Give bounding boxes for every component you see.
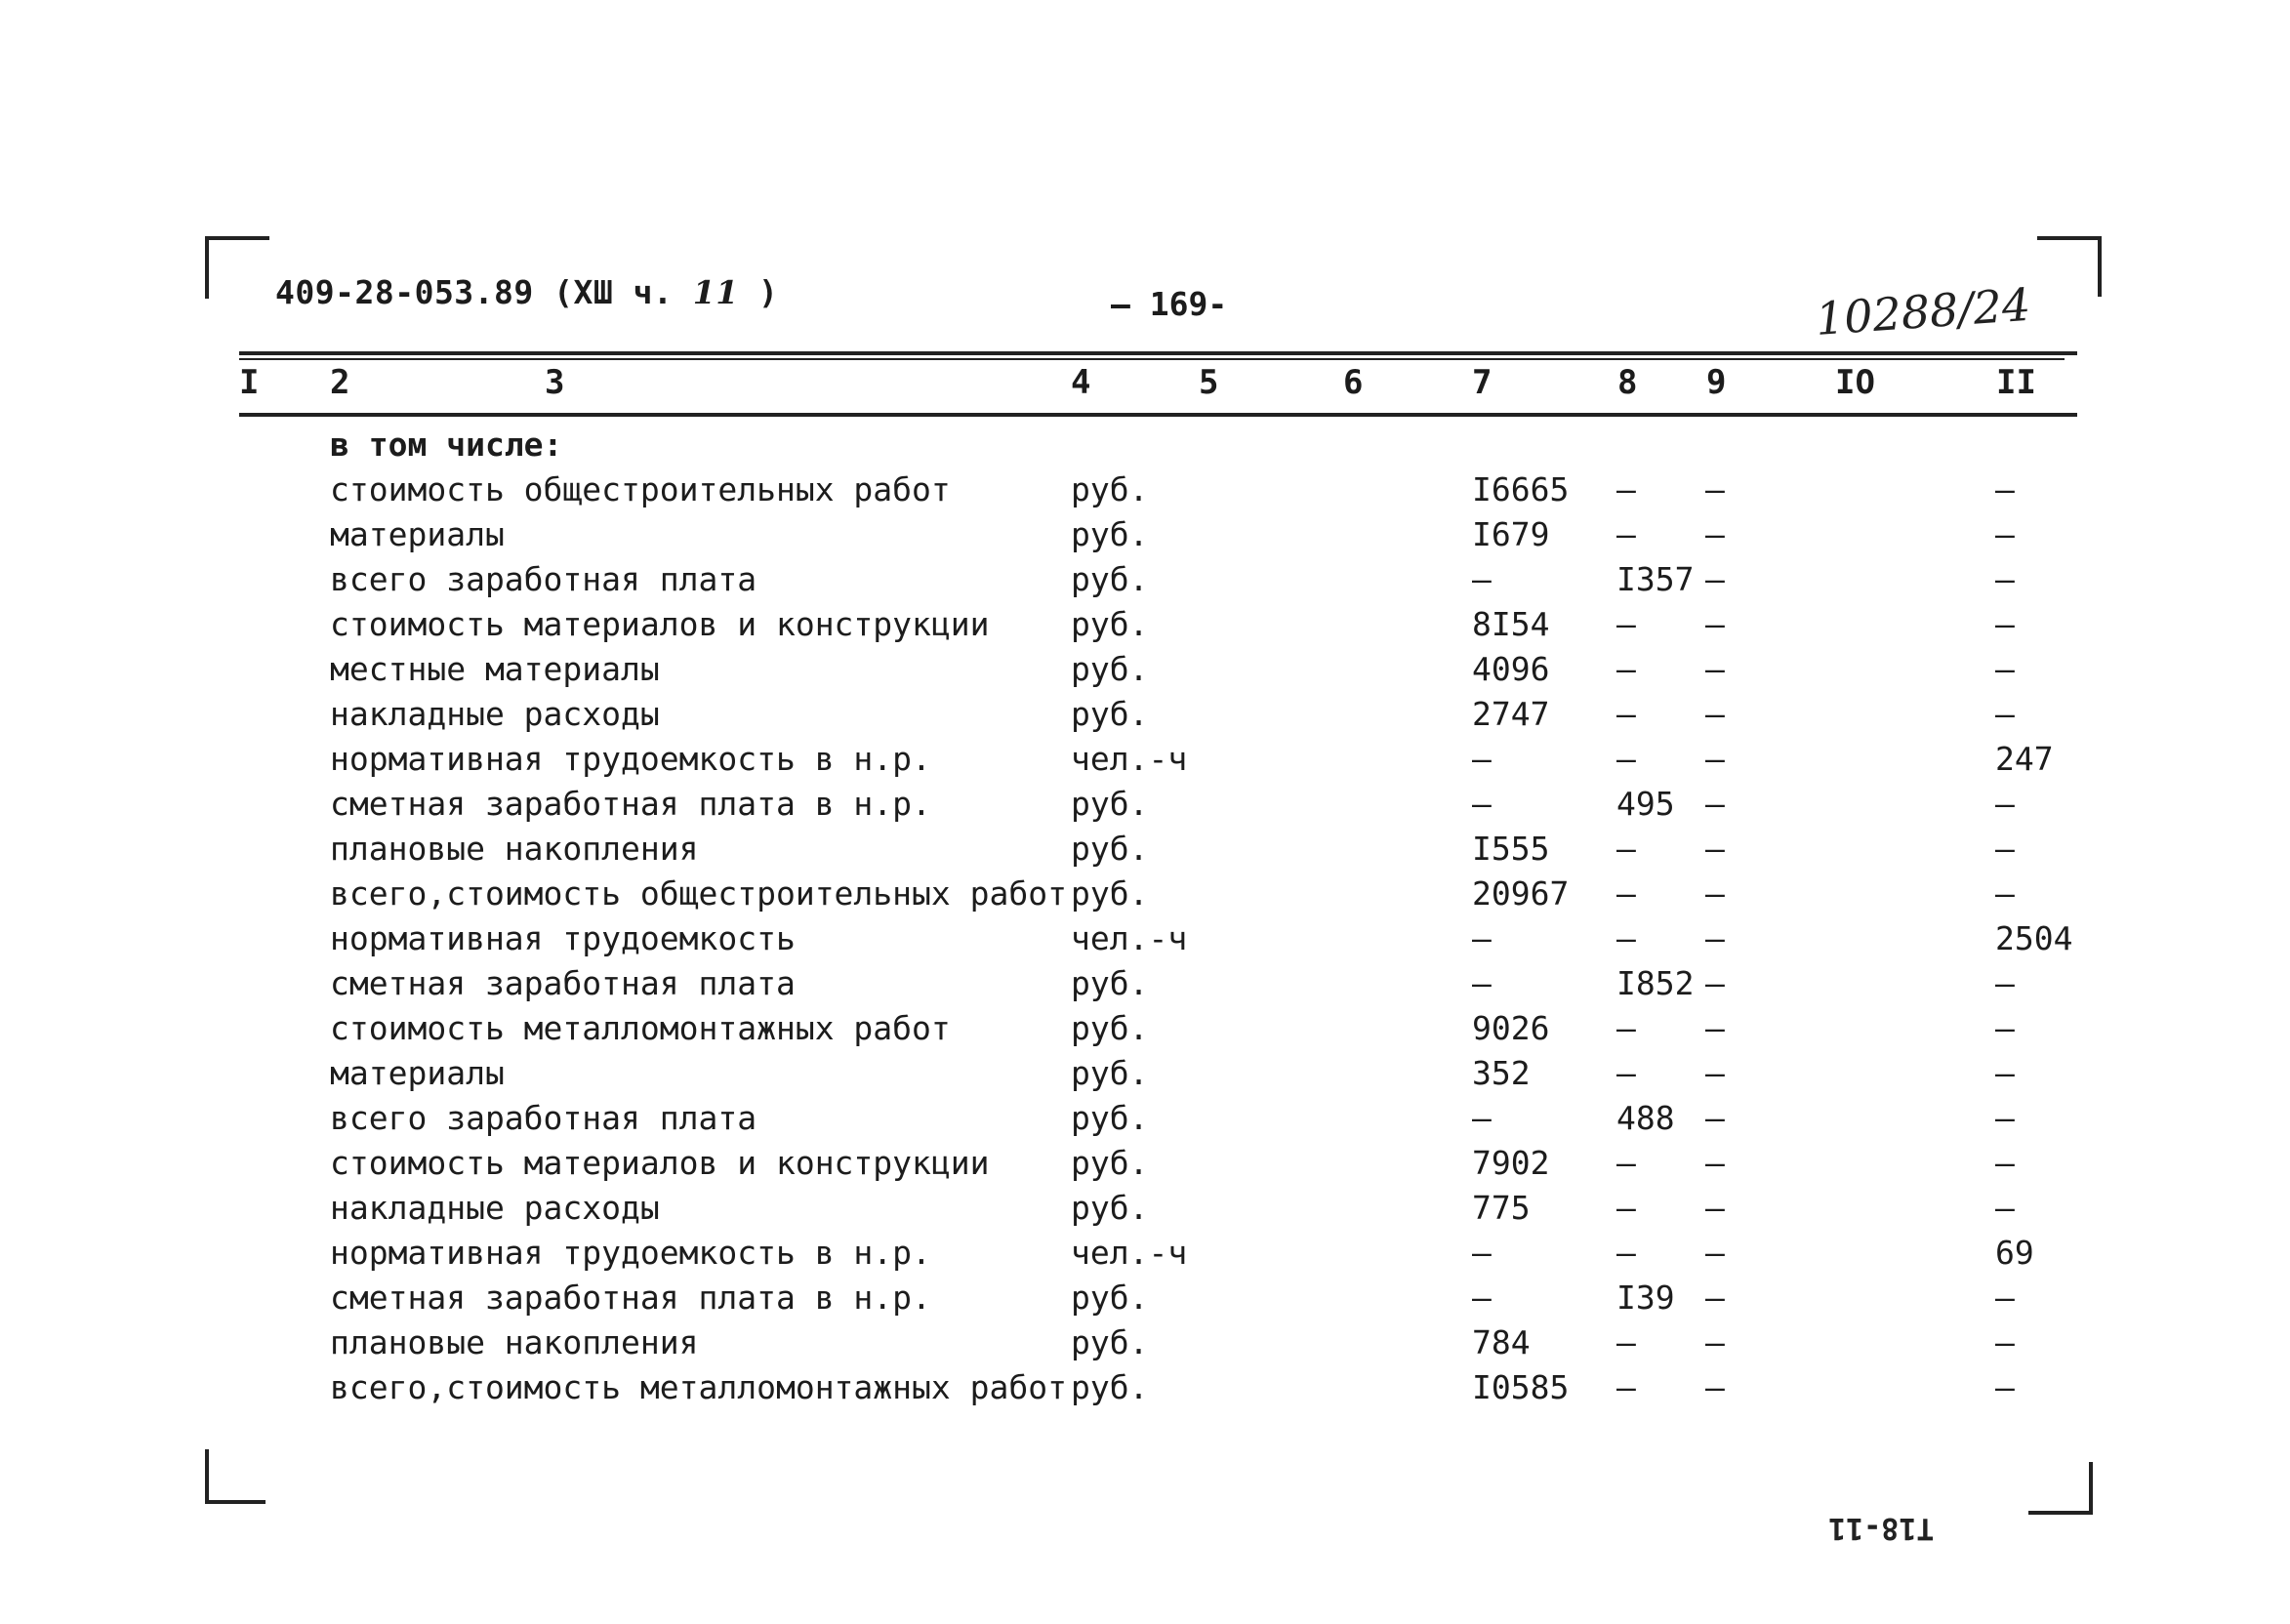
row-label: сметная заработная плата в н.р. — [330, 1279, 931, 1317]
table-row — [0, 1231, 2290, 1276]
column-header-2: 2 — [330, 363, 350, 402]
row-col-7: 4096 — [1472, 650, 1550, 688]
table-row — [0, 737, 2290, 782]
row-label: всего заработная плата — [330, 1099, 757, 1137]
row-col-11: – — [1995, 695, 2015, 733]
row-col-9: – — [1705, 470, 1725, 508]
row-col-11: – — [1995, 515, 2015, 553]
document-code-handwritten: 11 — [692, 273, 739, 311]
row-unit: руб. — [1071, 1368, 1149, 1406]
row-unit: чел.-ч — [1071, 919, 1188, 957]
row-col-9: – — [1705, 1368, 1725, 1406]
row-col-9: – — [1705, 740, 1725, 778]
row-col-8: – — [1616, 830, 1636, 868]
row-col-7: – — [1472, 919, 1492, 957]
row-col-9: – — [1705, 650, 1725, 688]
table-row — [0, 423, 2290, 467]
row-col-9: – — [1705, 605, 1725, 643]
row-col-8: – — [1616, 1054, 1636, 1092]
row-col-11: – — [1995, 964, 2015, 1002]
row-col-11: – — [1995, 1279, 2015, 1317]
row-unit: руб. — [1071, 650, 1149, 688]
row-col-8: – — [1616, 740, 1636, 778]
row-unit: руб. — [1071, 785, 1149, 823]
row-col-7: – — [1472, 1099, 1492, 1137]
row-col-9: – — [1705, 1279, 1725, 1317]
row-col-11: – — [1995, 1368, 2015, 1406]
row-label: нормативная трудоемкость в н.р. — [330, 1234, 931, 1272]
frame-corner-top-left — [205, 236, 269, 299]
row-col-9: – — [1705, 560, 1725, 598]
row-label: стоимость металломонтажных работ — [330, 1009, 951, 1047]
document-code — [275, 273, 778, 311]
table-row — [0, 512, 2290, 557]
column-header-10: IO — [1835, 363, 1875, 402]
row-col-8: I852 — [1616, 964, 1695, 1002]
row-label: сметная заработная плата в н.р. — [330, 785, 931, 823]
row-unit: руб. — [1071, 1279, 1149, 1317]
row-col-8: I357 — [1616, 560, 1695, 598]
inventory-number: 10288/24 — [1814, 277, 2032, 345]
row-col-7: 20967 — [1472, 874, 1570, 913]
row-col-9: – — [1705, 1189, 1725, 1227]
table-row — [0, 1096, 2290, 1141]
row-col-9: – — [1705, 515, 1725, 553]
table-row — [0, 961, 2290, 1006]
row-col-7: – — [1472, 560, 1492, 598]
row-col-9: – — [1705, 1099, 1725, 1137]
table-row — [0, 782, 2290, 827]
table-row — [0, 602, 2290, 647]
row-col-9: – — [1705, 695, 1725, 733]
row-col-7: I555 — [1472, 830, 1550, 868]
frame-corner-bottom-left — [205, 1449, 266, 1504]
row-col-7: – — [1472, 1279, 1492, 1317]
row-col-11: – — [1995, 1189, 2015, 1227]
table-row — [0, 1276, 2290, 1320]
row-col-9: – — [1705, 1009, 1725, 1047]
column-header-7: 7 — [1472, 363, 1493, 402]
table-row — [0, 647, 2290, 692]
row-col-7: I0585 — [1472, 1368, 1570, 1406]
row-col-7: 2747 — [1472, 695, 1550, 733]
row-col-9: – — [1705, 874, 1725, 913]
table-row — [0, 1365, 2290, 1410]
row-unit: руб. — [1071, 605, 1149, 643]
row-col-7: – — [1472, 785, 1492, 823]
row-col-7: – — [1472, 740, 1492, 778]
row-unit: руб. — [1071, 964, 1149, 1002]
row-label: всего,стоимость металломонтажных работ — [330, 1368, 1067, 1406]
row-label: стоимость общестроительных работ — [330, 470, 951, 508]
table-row — [0, 1141, 2290, 1186]
row-unit: руб. — [1071, 1144, 1149, 1182]
row-unit: руб. — [1071, 874, 1149, 913]
row-col-11: – — [1995, 874, 2015, 913]
row-col-11: – — [1995, 1009, 2015, 1047]
row-col-7: 784 — [1472, 1323, 1531, 1361]
table-row — [0, 692, 2290, 737]
row-unit: чел.-ч — [1071, 740, 1188, 778]
row-col-11: – — [1995, 470, 2015, 508]
row-col-9: – — [1705, 1234, 1725, 1272]
table-row — [0, 1186, 2290, 1231]
row-col-11: – — [1995, 560, 2015, 598]
table-row — [0, 916, 2290, 961]
row-col-11: 69 — [1995, 1234, 2034, 1272]
row-unit: руб. — [1071, 1323, 1149, 1361]
table-header-rule — [239, 413, 2077, 417]
row-col-8: 495 — [1616, 785, 1675, 823]
table-row — [0, 1320, 2290, 1365]
row-col-7: 352 — [1472, 1054, 1531, 1092]
row-col-11: 2504 — [1995, 919, 2073, 957]
row-unit: чел.-ч — [1071, 1234, 1188, 1272]
row-col-7: 8I54 — [1472, 605, 1550, 643]
row-col-8: – — [1616, 1323, 1636, 1361]
row-col-9: – — [1705, 785, 1725, 823]
table-row — [0, 872, 2290, 916]
column-header-9: 9 — [1706, 363, 1727, 402]
row-col-11: – — [1995, 830, 2015, 868]
row-col-11: – — [1995, 1099, 2015, 1137]
row-col-8: – — [1616, 1189, 1636, 1227]
row-col-11: – — [1995, 1054, 2015, 1092]
row-col-11: – — [1995, 1144, 2015, 1182]
row-unit: руб. — [1071, 1099, 1149, 1137]
row-col-8: – — [1616, 605, 1636, 643]
column-header-8: 8 — [1617, 363, 1638, 402]
column-header-4: 4 — [1071, 363, 1091, 402]
row-col-8: – — [1616, 695, 1636, 733]
row-label: плановые накопления — [330, 830, 699, 868]
page-number: – 169- — [1111, 285, 1228, 323]
row-col-11: – — [1995, 785, 2015, 823]
row-label: накладные расходы — [330, 695, 660, 733]
row-col-7: I679 — [1472, 515, 1550, 553]
frame-corner-top-right — [2037, 236, 2102, 297]
row-col-8: 488 — [1616, 1099, 1675, 1137]
table-row — [0, 1006, 2290, 1051]
row-col-8: – — [1616, 1234, 1636, 1272]
row-col-9: – — [1705, 1144, 1725, 1182]
row-col-11: – — [1995, 650, 2015, 688]
row-label: нормативная трудоемкость в н.р. — [330, 740, 931, 778]
row-unit: руб. — [1071, 560, 1149, 598]
row-col-9: – — [1705, 919, 1725, 957]
table-top-rule — [239, 351, 2077, 355]
table-row — [0, 557, 2290, 602]
row-label: всего,стоимость общестроительных работ — [330, 874, 1067, 913]
document-code-close: ) — [758, 273, 779, 311]
row-label: в том числе: — [330, 426, 563, 464]
row-col-9: – — [1705, 830, 1725, 868]
document-code-text: 409-28-053.89 (ХШ ч. — [275, 273, 674, 311]
row-col-8: – — [1616, 650, 1636, 688]
row-col-11: – — [1995, 605, 2015, 643]
row-col-7: 7902 — [1472, 1144, 1550, 1182]
row-col-7: 775 — [1472, 1189, 1531, 1227]
row-col-7: 9026 — [1472, 1009, 1550, 1047]
row-col-8: – — [1616, 515, 1636, 553]
row-label: нормативная трудоемкость — [330, 919, 796, 957]
row-col-8: – — [1616, 1144, 1636, 1182]
row-unit: руб. — [1071, 1009, 1149, 1047]
row-label: всего заработная плата — [330, 560, 757, 598]
column-header-3: 3 — [545, 363, 565, 402]
row-col-8: I39 — [1616, 1279, 1675, 1317]
row-col-8: – — [1616, 470, 1636, 508]
row-label: местные материалы — [330, 650, 660, 688]
row-unit: руб. — [1071, 830, 1149, 868]
row-unit: руб. — [1071, 1054, 1149, 1092]
row-label: материалы — [330, 515, 505, 553]
row-unit: руб. — [1071, 695, 1149, 733]
row-col-8: – — [1616, 874, 1636, 913]
row-col-7: I6665 — [1472, 470, 1570, 508]
row-label: материалы — [330, 1054, 505, 1092]
row-col-9: – — [1705, 1054, 1725, 1092]
column-header-5: 5 — [1199, 363, 1219, 402]
row-col-11: 247 — [1995, 740, 2054, 778]
row-unit: руб. — [1071, 515, 1149, 553]
row-unit: руб. — [1071, 470, 1149, 508]
row-label: стоимость материалов и конструкции — [330, 1144, 990, 1182]
table-row — [0, 827, 2290, 872]
table-row — [0, 467, 2290, 512]
column-header-6: 6 — [1343, 363, 1364, 402]
frame-corner-bottom-right — [2028, 1462, 2093, 1515]
row-unit: руб. — [1071, 1189, 1149, 1227]
column-header-11: II — [1996, 363, 2036, 402]
row-label: стоимость материалов и конструкции — [330, 605, 990, 643]
row-col-8: – — [1616, 919, 1636, 957]
table-top-rule-inner — [239, 358, 2065, 360]
row-col-8: – — [1616, 1368, 1636, 1406]
column-header-1: I — [239, 363, 260, 402]
row-col-11: – — [1995, 1323, 2015, 1361]
row-label: сметная заработная плата — [330, 964, 796, 1002]
row-col-9: – — [1705, 1323, 1725, 1361]
row-col-7: – — [1472, 1234, 1492, 1272]
row-col-8: – — [1616, 1009, 1636, 1047]
row-col-9: – — [1705, 964, 1725, 1002]
table-row — [0, 1051, 2290, 1096]
row-col-7: – — [1472, 964, 1492, 1002]
sheet-code: Т18-11 — [1828, 1511, 1935, 1545]
row-label: накладные расходы — [330, 1189, 660, 1227]
row-label: плановые накопления — [330, 1323, 699, 1361]
